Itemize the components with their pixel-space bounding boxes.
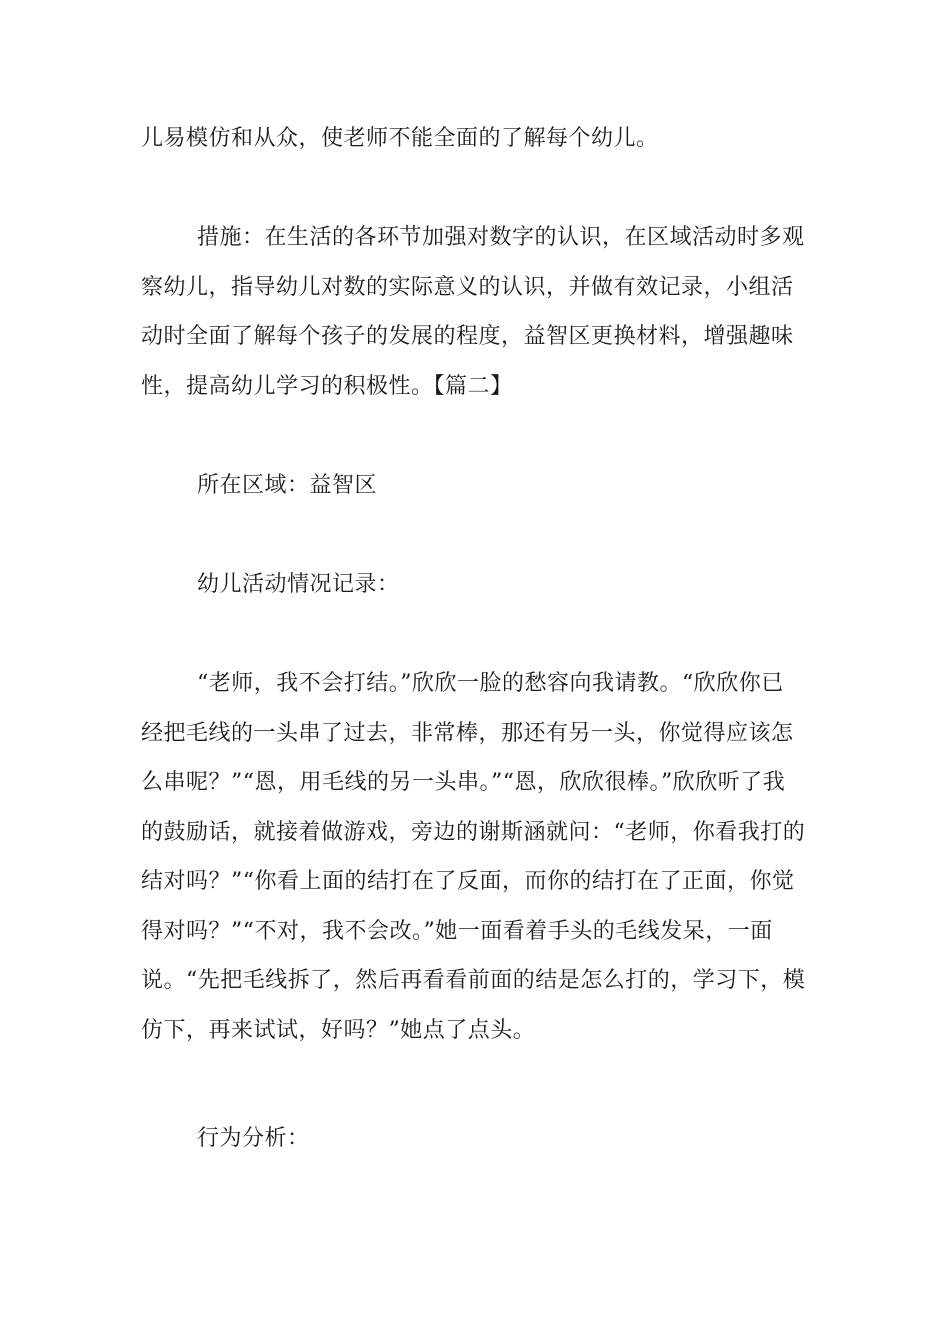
paragraph-behavior-analysis: 行为分析： [197, 1126, 310, 1151]
paragraph-measures: 措施：在生活的各环节加强对数字的认识，在区域活动时多观察幼儿，指导幼儿对数的实际意义的认识，并做有效记录，小组活动时全面了解每个孩子的发展的程度，益智区更换材料，增强趣味性，提高幼儿学习的积极性。【篇二】 [141, 225, 805, 399]
paragraph-area: 所在区域：益智区 [197, 473, 378, 498]
paragraph-activity-record: “老师，我不会打结。”欣欣一脸的愁容向我请教。“欣欣你已经把毛线的一头串了过去，非常棒，那还有另一头，你觉得应该怎么串呢？”“恩，用毛线的另一头串。”“恩，欣欣很棒。”欣欣听了我的鼓励话，就接着做游戏，旁边的谢斯涵就问：“老师，你看我打的结对吗？”“你看上面的结打在了反面，而你的结打在了正面，你觉得对吗？”“不对，我不会改。”她一面看着手头的毛线发呆，一面说。“先把毛线拆了，然后再看看前面的结是怎么打的，学习下，模仿下，再来试试，好吗？”她点了点头。 [141, 671, 806, 1043]
paragraph-record-heading: 幼儿活动情况记录： [197, 572, 400, 597]
paragraph-continuation: 儿易模仿和从众，使老师不能全面的了解每个幼儿。 [141, 126, 659, 151]
